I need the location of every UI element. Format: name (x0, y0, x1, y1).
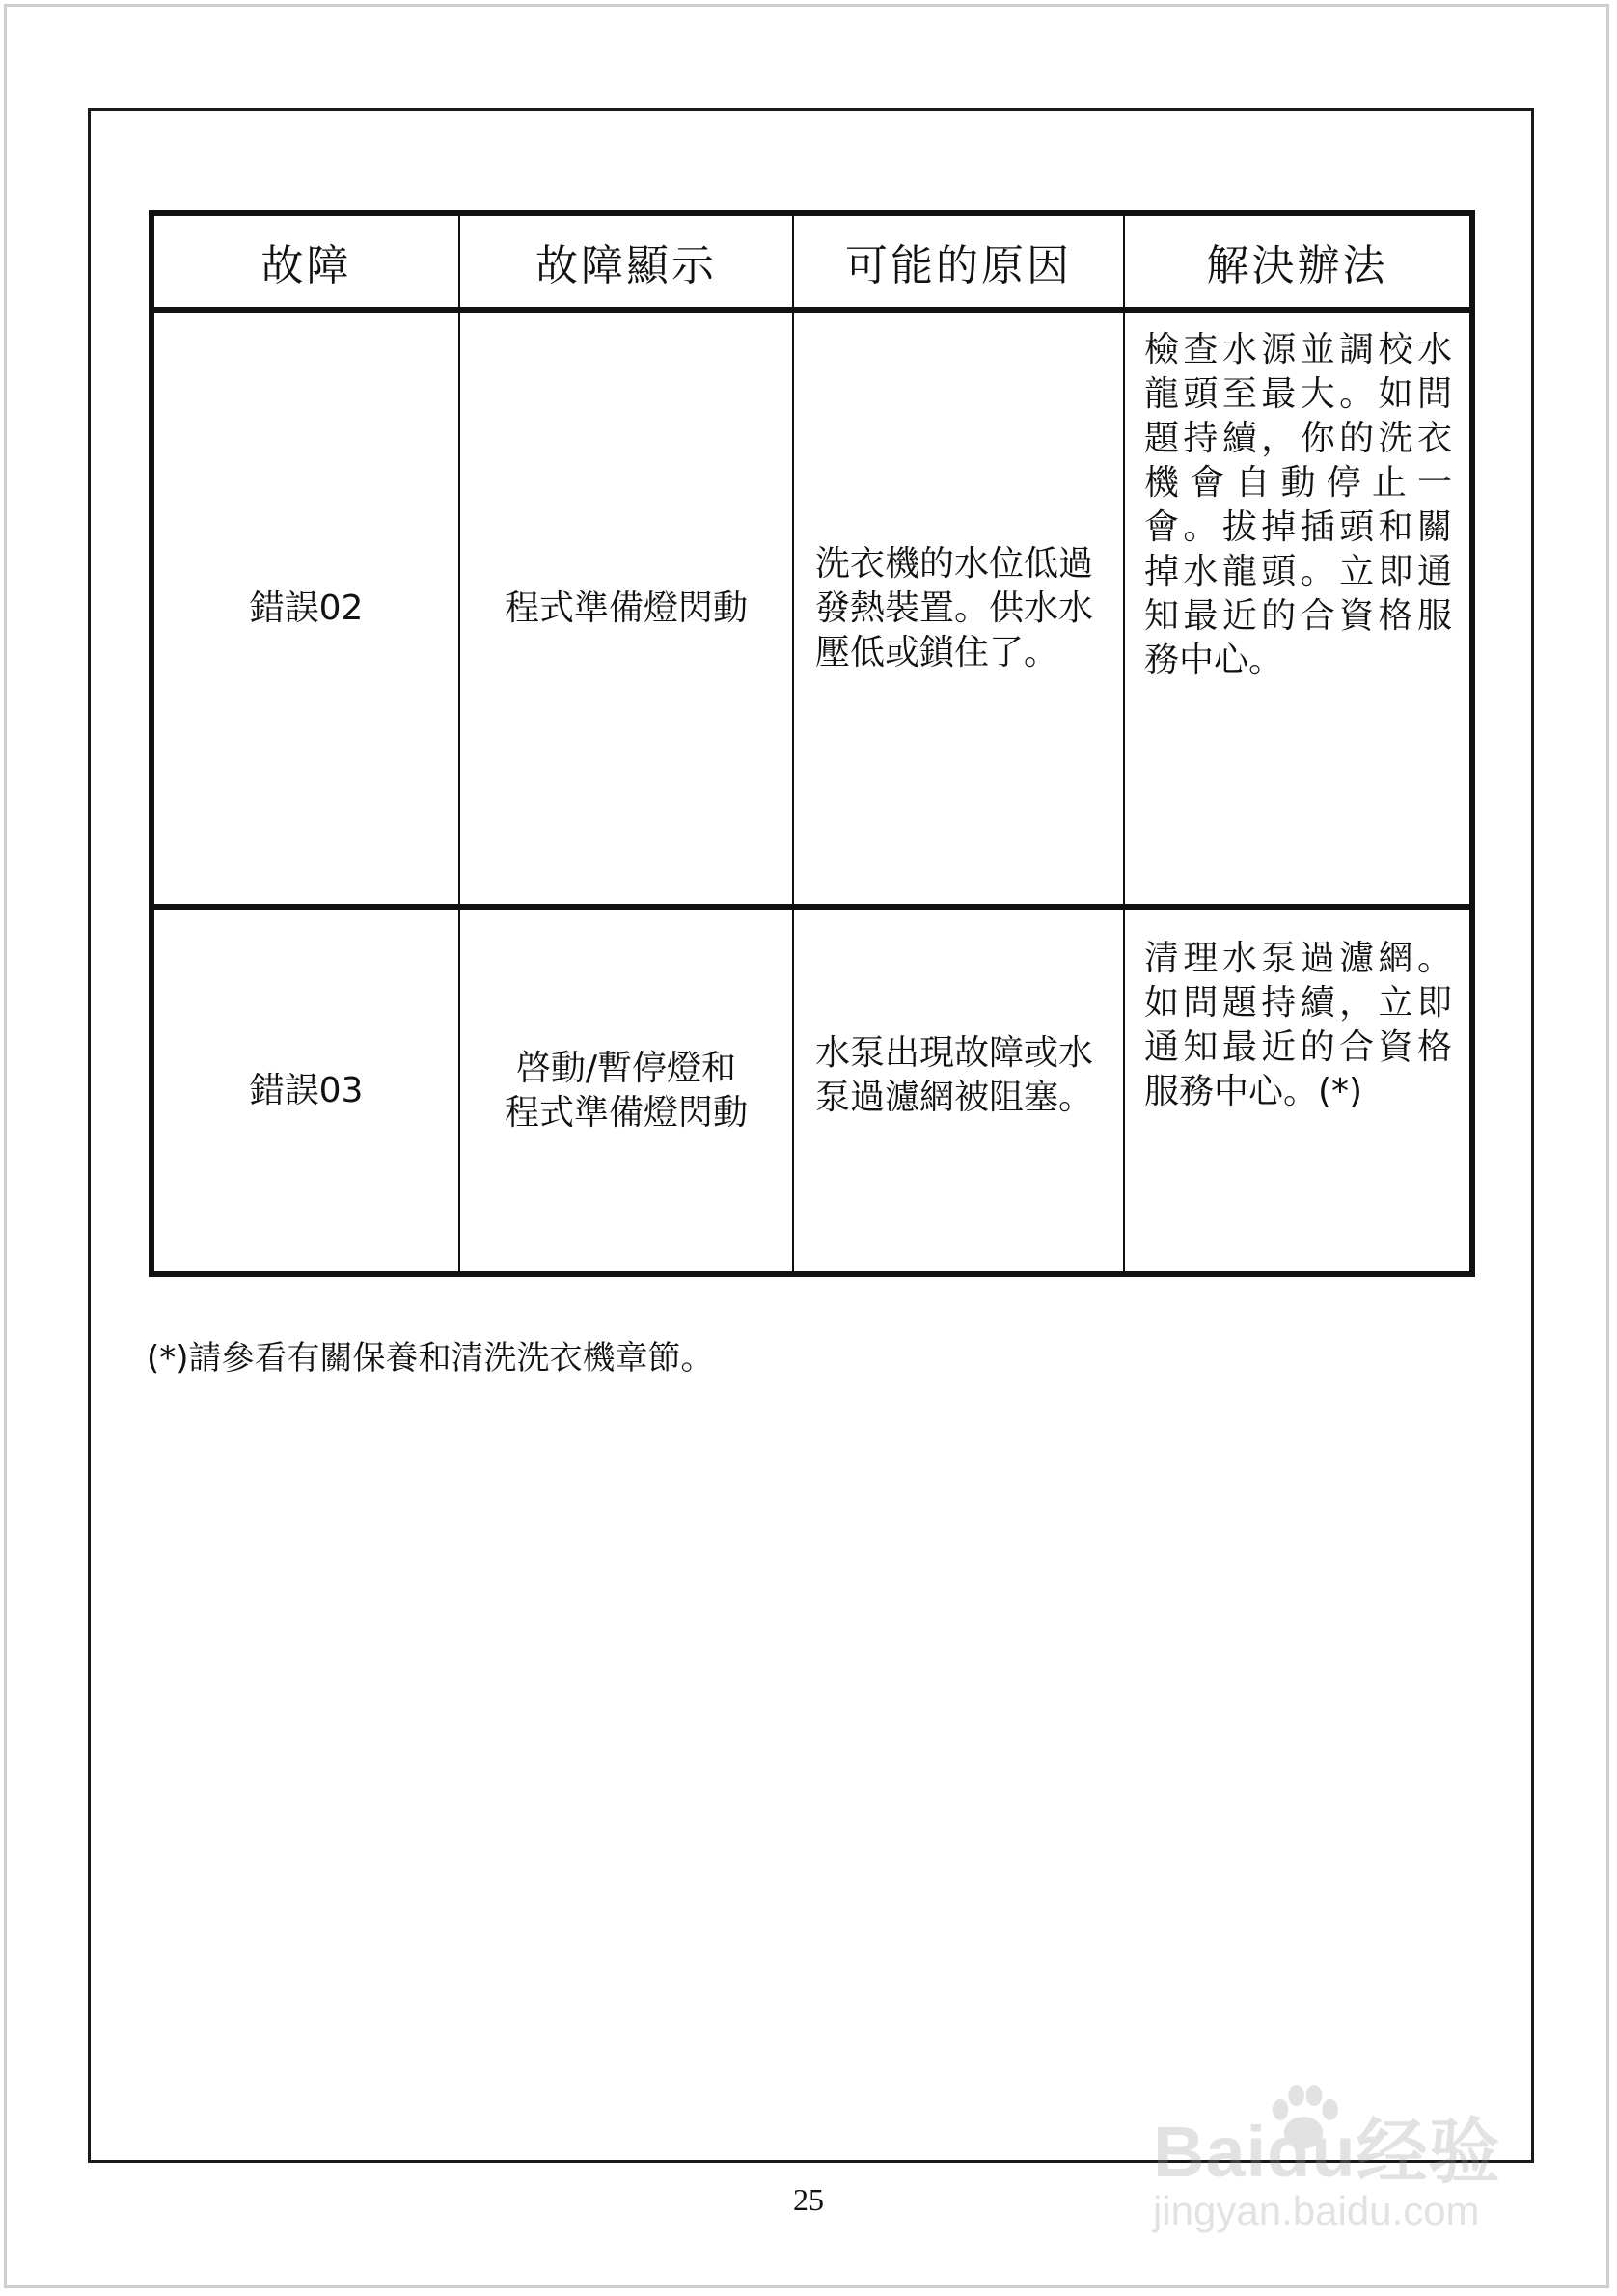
fault-code-cell: 錯誤03 (151, 907, 459, 1274)
baidu-watermark (1153, 2074, 1558, 2267)
table-row (151, 907, 1472, 1274)
header-possible-cause: 可能的原因 (793, 213, 1124, 310)
table-header-row (151, 213, 1472, 310)
header-fault: 故障 (151, 213, 459, 310)
fault-display-line: 啓動/暫停燈和 (515, 1048, 737, 1088)
fault-display-cell: 程式準備燈閃動 (459, 310, 793, 907)
solution-cell: 清理水泵過濾網。如問題持續，立即通知最近的合資格服務中心。(*) (1124, 907, 1472, 1274)
header-solution: 解決辦法 (1124, 213, 1472, 310)
fault-display-line: 程式準備燈閃動 (504, 1092, 748, 1133)
fault-code-cell: 錯誤02 (151, 310, 459, 907)
troubleshooting-table (149, 210, 1475, 1277)
page-number: 25 (793, 2182, 824, 2217)
watermark-url: jingyan.baidu.com (1153, 2188, 1480, 2233)
fault-display-cell (459, 907, 793, 1274)
cause-cell: 水泵出現故障或水泵過濾網被阻塞。 (793, 907, 1124, 1274)
header-fault-display: 故障顯示 (459, 213, 793, 310)
footnote: (*)請參看有關保養和清洗洗衣機章節。 (147, 1339, 714, 1378)
solution-cell: 檢查水源並調校水龍頭至最大。如問題持續，你的洗衣機會自動停止一會。拔掉插頭和關掉水龍頭。立即通知最近的合資格服務中心。 (1124, 310, 1472, 907)
watermark-brand: Baidu经验 (1153, 2112, 1501, 2192)
table-row (151, 310, 1472, 907)
cause-cell: 洗衣機的水位低過發熱裝置。供水水壓低或鎖住了。 (793, 310, 1124, 907)
